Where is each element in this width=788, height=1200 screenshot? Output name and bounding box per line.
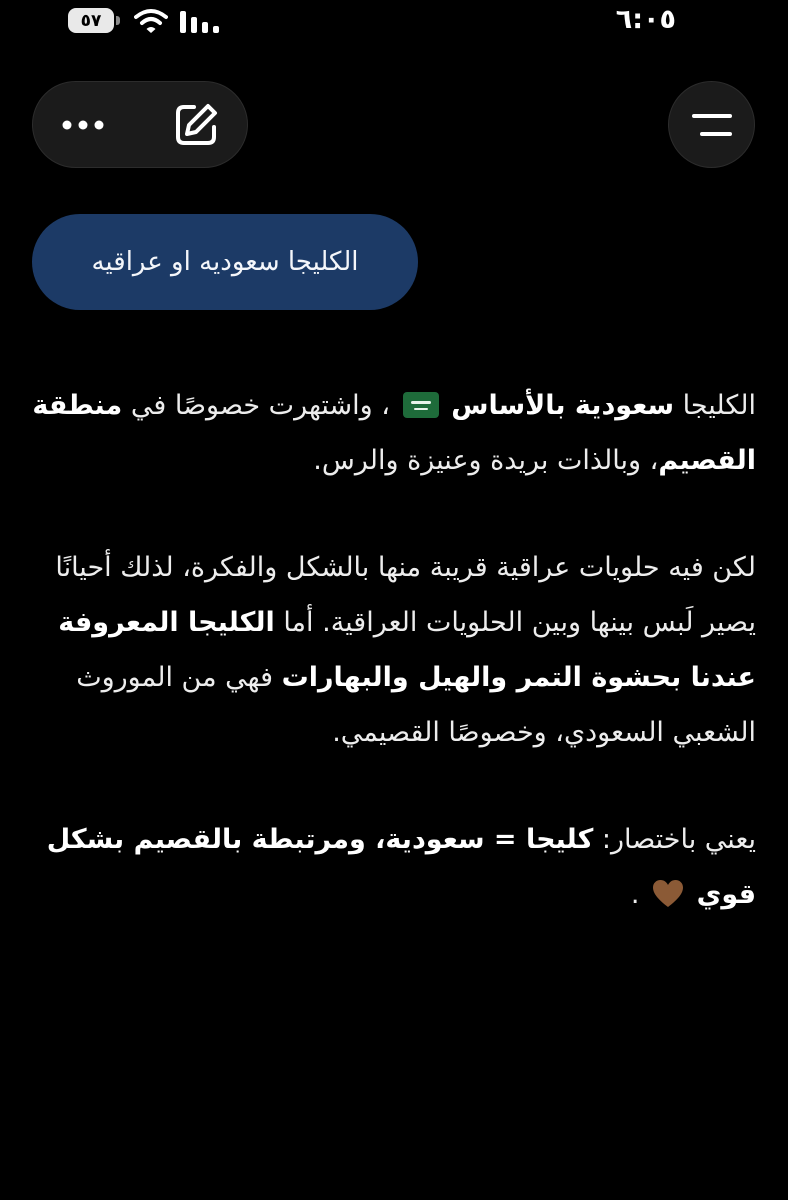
brown-heart-icon xyxy=(652,879,684,909)
battery-icon xyxy=(68,8,114,33)
response-text: ، واشتهرت خصوصًا في xyxy=(122,390,399,421)
response-text: يعني باختصار: xyxy=(593,824,756,855)
battery-cap xyxy=(116,16,120,25)
cellular-signal-icon xyxy=(180,9,224,37)
wifi-icon xyxy=(134,8,168,38)
response-bold-text: الكليجا المعروفة عندنا بحشوة التمر والهيل والبهارات xyxy=(58,607,756,693)
new-chat-button[interactable] xyxy=(165,94,227,156)
user-message-text: الكليجا سعوديه او عراقيه xyxy=(91,247,359,277)
response-paragraph-1 xyxy=(30,378,756,488)
assistant-response xyxy=(30,378,756,974)
saudi-flag-icon xyxy=(403,392,439,418)
status-time: ٦:٠٥ xyxy=(615,4,676,35)
response-text: الكليجا xyxy=(674,390,756,421)
response-bold-text: كليجا = سعودية، ومرتبطة بالقصيم بشكل قوي xyxy=(46,824,756,910)
response-paragraph-2 xyxy=(30,540,756,760)
status-bar xyxy=(0,0,788,44)
response-paragraph-3 xyxy=(30,812,756,922)
response-bold-text: منطقة القصيم xyxy=(32,390,756,476)
menu-icon xyxy=(690,110,734,140)
menu-button[interactable] xyxy=(668,81,755,168)
response-text: ، وبالذات بريدة وعنيزة والرس. xyxy=(313,445,659,476)
more-horizontal-icon xyxy=(61,119,105,131)
battery-level: ٥٧ xyxy=(80,10,102,31)
response-text: . xyxy=(630,879,649,910)
response-text: فهي من الموروث الشعبي السعودي، وخصوصًا القصيمي. xyxy=(76,662,756,748)
new-chat-edit-icon xyxy=(172,101,220,149)
response-text: لكن فيه حلويات عراقية قريبة منها بالشكل والفكرة، لذلك أحيانًا يصير لَبس بينها وبين الحلويات العراقية. أما xyxy=(55,552,756,638)
more-options-button[interactable] xyxy=(51,96,115,154)
user-message-bubble xyxy=(32,214,418,310)
response-bold-text: سعودية بالأساس xyxy=(451,390,675,421)
chat-actions-pill xyxy=(32,81,248,168)
